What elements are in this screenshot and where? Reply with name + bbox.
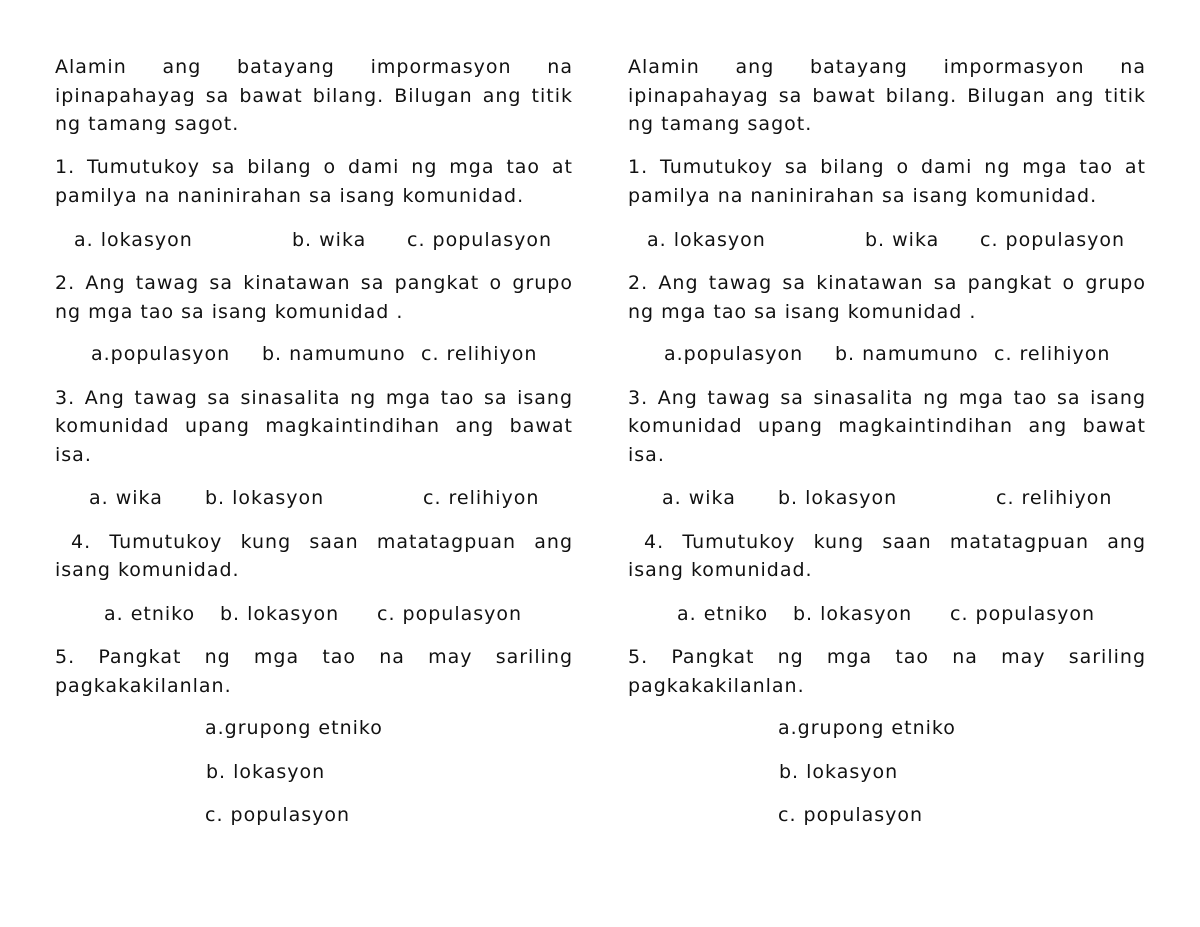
question-3-option-b[interactable]: b. lokasyon (205, 487, 325, 509)
question-2-option-c[interactable]: c. relihiyon (994, 343, 1111, 365)
question-3-text: isa. (55, 444, 92, 466)
question-2-option-c[interactable]: c. relihiyon (421, 343, 538, 365)
question-5-text: pagkakakilanlan. (628, 675, 805, 697)
question-3-option-c[interactable]: c. relihiyon (423, 487, 540, 509)
question-3-text: komunidad upang magkaintindihan ang bawat (628, 415, 1146, 437)
question-2-text: 2. Ang tawag sa kinatawan sa pangkat o grupo (55, 272, 573, 294)
question-4-text: 4. Tumutukoy kung saan matatagpuan ang (71, 531, 573, 553)
question-3-option-c[interactable]: c. relihiyon (996, 487, 1113, 509)
worksheet-left (55, 0, 573, 927)
question-4-option-b[interactable]: b. lokasyon (793, 603, 913, 625)
question-1-text: 1. Tumutukoy sa bilang o dami ng mga tao at (628, 156, 1146, 178)
question-5-option-b[interactable]: b. lokasyon (206, 761, 326, 783)
question-1-option-c[interactable]: c. populasyon (407, 229, 553, 251)
question-5-text: pagkakakilanlan. (55, 675, 232, 697)
question-2-option-b[interactable]: b. namumuno (262, 343, 406, 365)
question-5-option-b[interactable]: b. lokasyon (779, 761, 899, 783)
question-2-option-a[interactable]: a.populasyon (664, 343, 804, 365)
question-3-option-a[interactable]: a. wika (662, 487, 736, 509)
instructions-line: ng tamang sagot. (55, 113, 240, 135)
question-4-option-c[interactable]: c. populasyon (377, 603, 523, 625)
instructions-line: ipinapahayag sa bawat bilang. Bilugan ang titik (55, 85, 573, 107)
question-4-text: 4. Tumutukoy kung saan matatagpuan ang (644, 531, 1146, 553)
question-2-text: 2. Ang tawag sa kinatawan sa pangkat o grupo (628, 272, 1146, 294)
question-2-text: ng mga tao sa isang komunidad . (55, 301, 404, 323)
question-5-text: 5. Pangkat ng mga tao na may sariling (55, 646, 573, 668)
instructions-line: ipinapahayag sa bawat bilang. Bilugan ang titik (628, 85, 1146, 107)
question-5-text: 5. Pangkat ng mga tao na may sariling (628, 646, 1146, 668)
worksheet-right (628, 0, 1146, 927)
question-3-option-a[interactable]: a. wika (89, 487, 163, 509)
question-3-text: isa. (628, 444, 665, 466)
question-4-option-b[interactable]: b. lokasyon (220, 603, 340, 625)
question-3-option-b[interactable]: b. lokasyon (778, 487, 898, 509)
question-1-text: 1. Tumutukoy sa bilang o dami ng mga tao at (55, 156, 573, 178)
question-5-option-c[interactable]: c. populasyon (205, 804, 351, 826)
question-4-text: isang komunidad. (628, 559, 813, 581)
instructions-line: Alamin ang batayang impormasyon na (628, 56, 1146, 78)
question-4-option-a[interactable]: a. etniko (677, 603, 769, 625)
question-3-text: 3. Ang tawag sa sinasalita ng mga tao sa isang (628, 387, 1146, 409)
question-1-option-c[interactable]: c. populasyon (980, 229, 1126, 251)
question-4-option-c[interactable]: c. populasyon (950, 603, 1096, 625)
question-1-option-a[interactable]: a. lokasyon (74, 229, 193, 251)
question-5-option-a[interactable]: a.grupong etniko (778, 717, 956, 739)
question-5-option-a[interactable]: a.grupong etniko (205, 717, 383, 739)
question-1-option-b[interactable]: b. wika (865, 229, 940, 251)
question-1-option-a[interactable]: a. lokasyon (647, 229, 766, 251)
question-1-text: pamilya na naninirahan sa isang komunidad. (628, 185, 1098, 207)
question-2-option-a[interactable]: a.populasyon (91, 343, 231, 365)
question-2-option-b[interactable]: b. namumuno (835, 343, 979, 365)
question-1-option-b[interactable]: b. wika (292, 229, 367, 251)
instructions-line: Alamin ang batayang impormasyon na (55, 56, 573, 78)
question-1-text: pamilya na naninirahan sa isang komunidad. (55, 185, 525, 207)
question-3-text: komunidad upang magkaintindihan ang bawat (55, 415, 573, 437)
question-3-text: 3. Ang tawag sa sinasalita ng mga tao sa isang (55, 387, 573, 409)
question-4-text: isang komunidad. (55, 559, 240, 581)
question-4-option-a[interactable]: a. etniko (104, 603, 196, 625)
question-2-text: ng mga tao sa isang komunidad . (628, 301, 977, 323)
question-5-option-c[interactable]: c. populasyon (778, 804, 924, 826)
instructions-line: ng tamang sagot. (628, 113, 813, 135)
